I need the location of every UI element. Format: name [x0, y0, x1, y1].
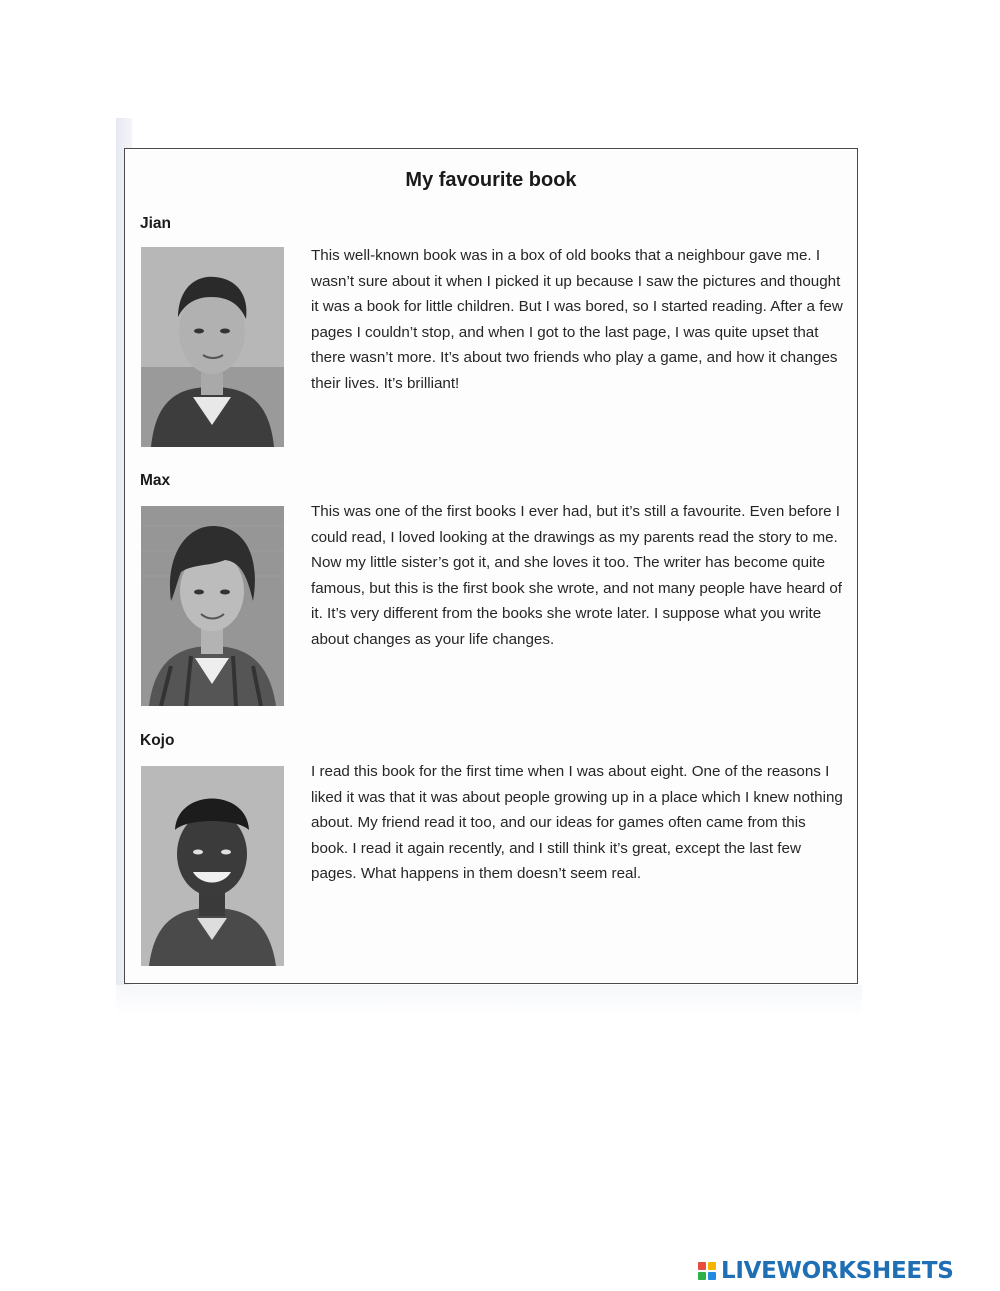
entry-text-max: This was one of the first books I ever had, but it’s still a favourite. Even before I could read, I loved looking at the drawings as my parents read the story to me. Now my little sister’s got it, and she loves it too. The writer has become quite famous, but this is the first book she wrote, and not many people have heard of it. It’s very different from the books she wrote later. I suppose what you write about changes as your life changes. — [311, 503, 843, 648]
portrait-photo-max — [141, 506, 284, 706]
person-name-max: Max — [140, 472, 171, 489]
worksheet-panel — [124, 148, 858, 984]
portrait-image — [141, 247, 284, 447]
logo-square-red — [698, 1262, 706, 1270]
logo-square-green — [698, 1272, 706, 1280]
scan-bottom-shade — [116, 985, 862, 1016]
portrait-image — [141, 506, 284, 706]
entry-text-jian: This well-known book was in a box of old books that a neighbour gave me. I wasn’t sure about it when I picked it up because I saw the pictures and thought it was a book for little children. But I was bored, so I started reading. After a few pages I couldn’t stop, and when I got to the last page, I was quite upset that there wasn’t more. It’s about two friends who play a game, and how it changes their lives. It’s brilliant! — [311, 247, 843, 392]
person-name-jian: Jian — [140, 215, 172, 232]
logo-mark-icon — [698, 1262, 716, 1280]
logo-square-blue — [708, 1272, 716, 1280]
page-title: My favourite book — [405, 169, 577, 191]
logo-square-yellow — [708, 1262, 716, 1270]
entry-text-kojo: I read this book for the first time when I was about eight. One of the reasons I liked it was that it was about people growing up in a place which I knew nothing about. My friend read it too, and our ideas for games often came from this book. I read it again recently, and I still think it’s great, except the last few pages. What happens in them doesn’t seem real. — [311, 763, 843, 883]
person-name-kojo: Kojo — [140, 732, 175, 749]
portrait-image — [141, 766, 284, 966]
logo-text: LIVEWORKSHEETS — [721, 1258, 954, 1284]
portrait-photo-jian — [141, 247, 284, 447]
portrait-photo-kojo — [141, 766, 284, 966]
liveworksheets-logo — [698, 1258, 953, 1284]
